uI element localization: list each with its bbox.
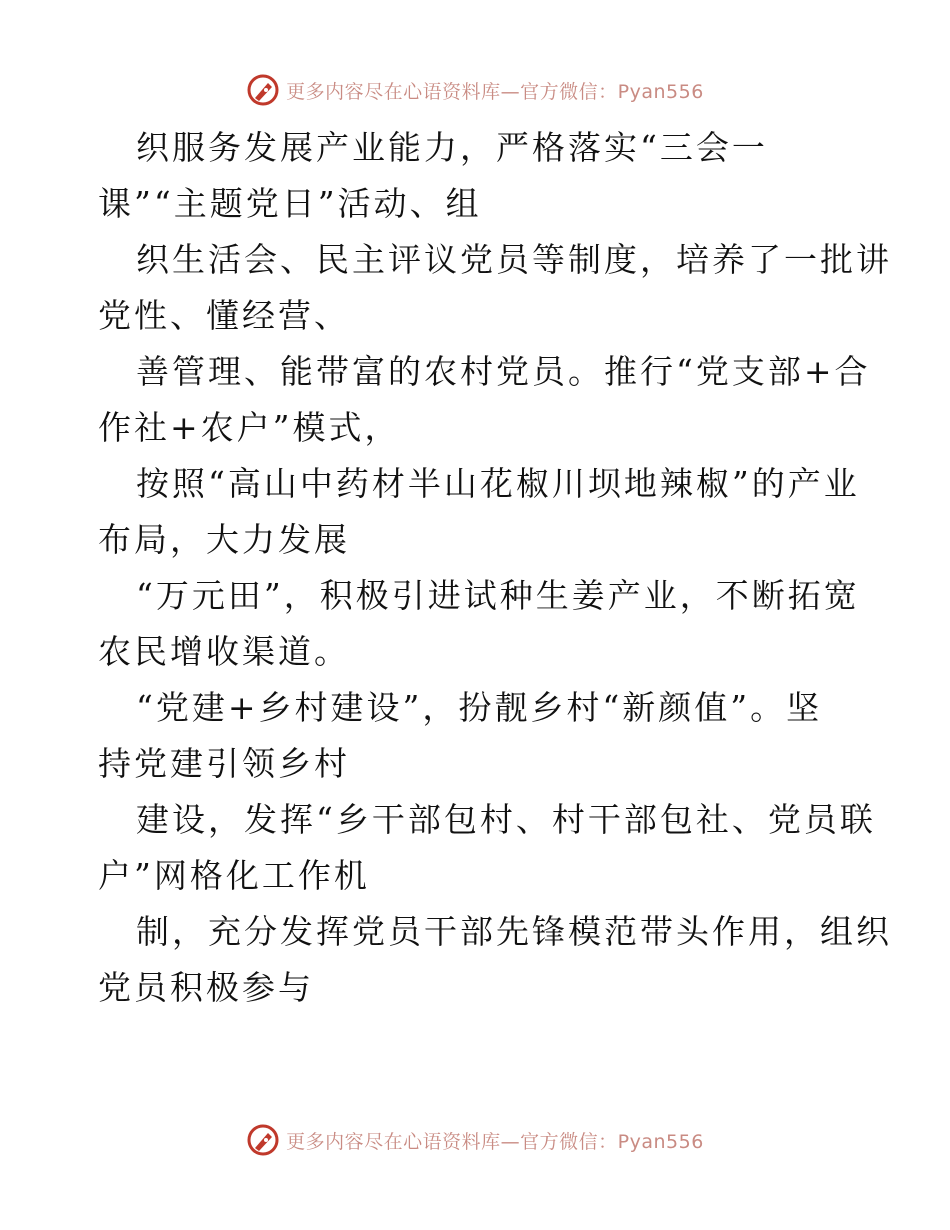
text-line-15: 制，充分发挥党员干部先锋模范带头作用，组织 [136, 912, 892, 951]
text-line-6: 作社+农户”模式， [98, 408, 401, 447]
text-line-14: 户”网格化工作机 [98, 856, 370, 895]
text-line-4: 党性、懂经营、 [98, 296, 350, 335]
text-line-11: “党建+乡村建设”，扮靓乡村“新颜值”。坚 [136, 688, 823, 727]
text-line-1: 织服务发展产业能力，严格落实“三会一 [136, 128, 768, 167]
text-line-3: 织生活会、民主评议党员等制度，培养了一批讲 [136, 240, 892, 279]
text-line-8: 布局，大力发展 [98, 520, 350, 559]
document-body [98, 120, 892, 1016]
text-line-12: 持党建引领乡村 [98, 744, 350, 783]
header-watermark-text: 更多内容尽在心语资料库—官方微信：Pyan556 [286, 80, 704, 103]
text-line-5: 善管理、能带富的农村党员。推行“党支部+合 [136, 352, 871, 391]
text-line-2: 课”“主题党日”活动、组 [98, 184, 482, 223]
footer-watermark [0, 1120, 950, 1160]
text-line-7: 按照“高山中药材半山花椒川坝地辣椒”的产业 [136, 464, 860, 503]
header-watermark [0, 70, 950, 110]
text-line-16: 党员积极参与 [98, 968, 314, 1007]
pen-nib-logo-icon [246, 73, 280, 107]
text-line-13: 建设，发挥“乡干部包村、村干部包社、党员联 [136, 800, 876, 839]
text-line-10: 农民增收渠道。 [98, 632, 350, 671]
text-line-9: “万元田”，积极引进试种生姜产业，不断拓宽 [136, 576, 860, 615]
pen-nib-logo-icon [246, 1123, 280, 1157]
footer-watermark-text: 更多内容尽在心语资料库—官方微信：Pyan556 [286, 1130, 704, 1153]
